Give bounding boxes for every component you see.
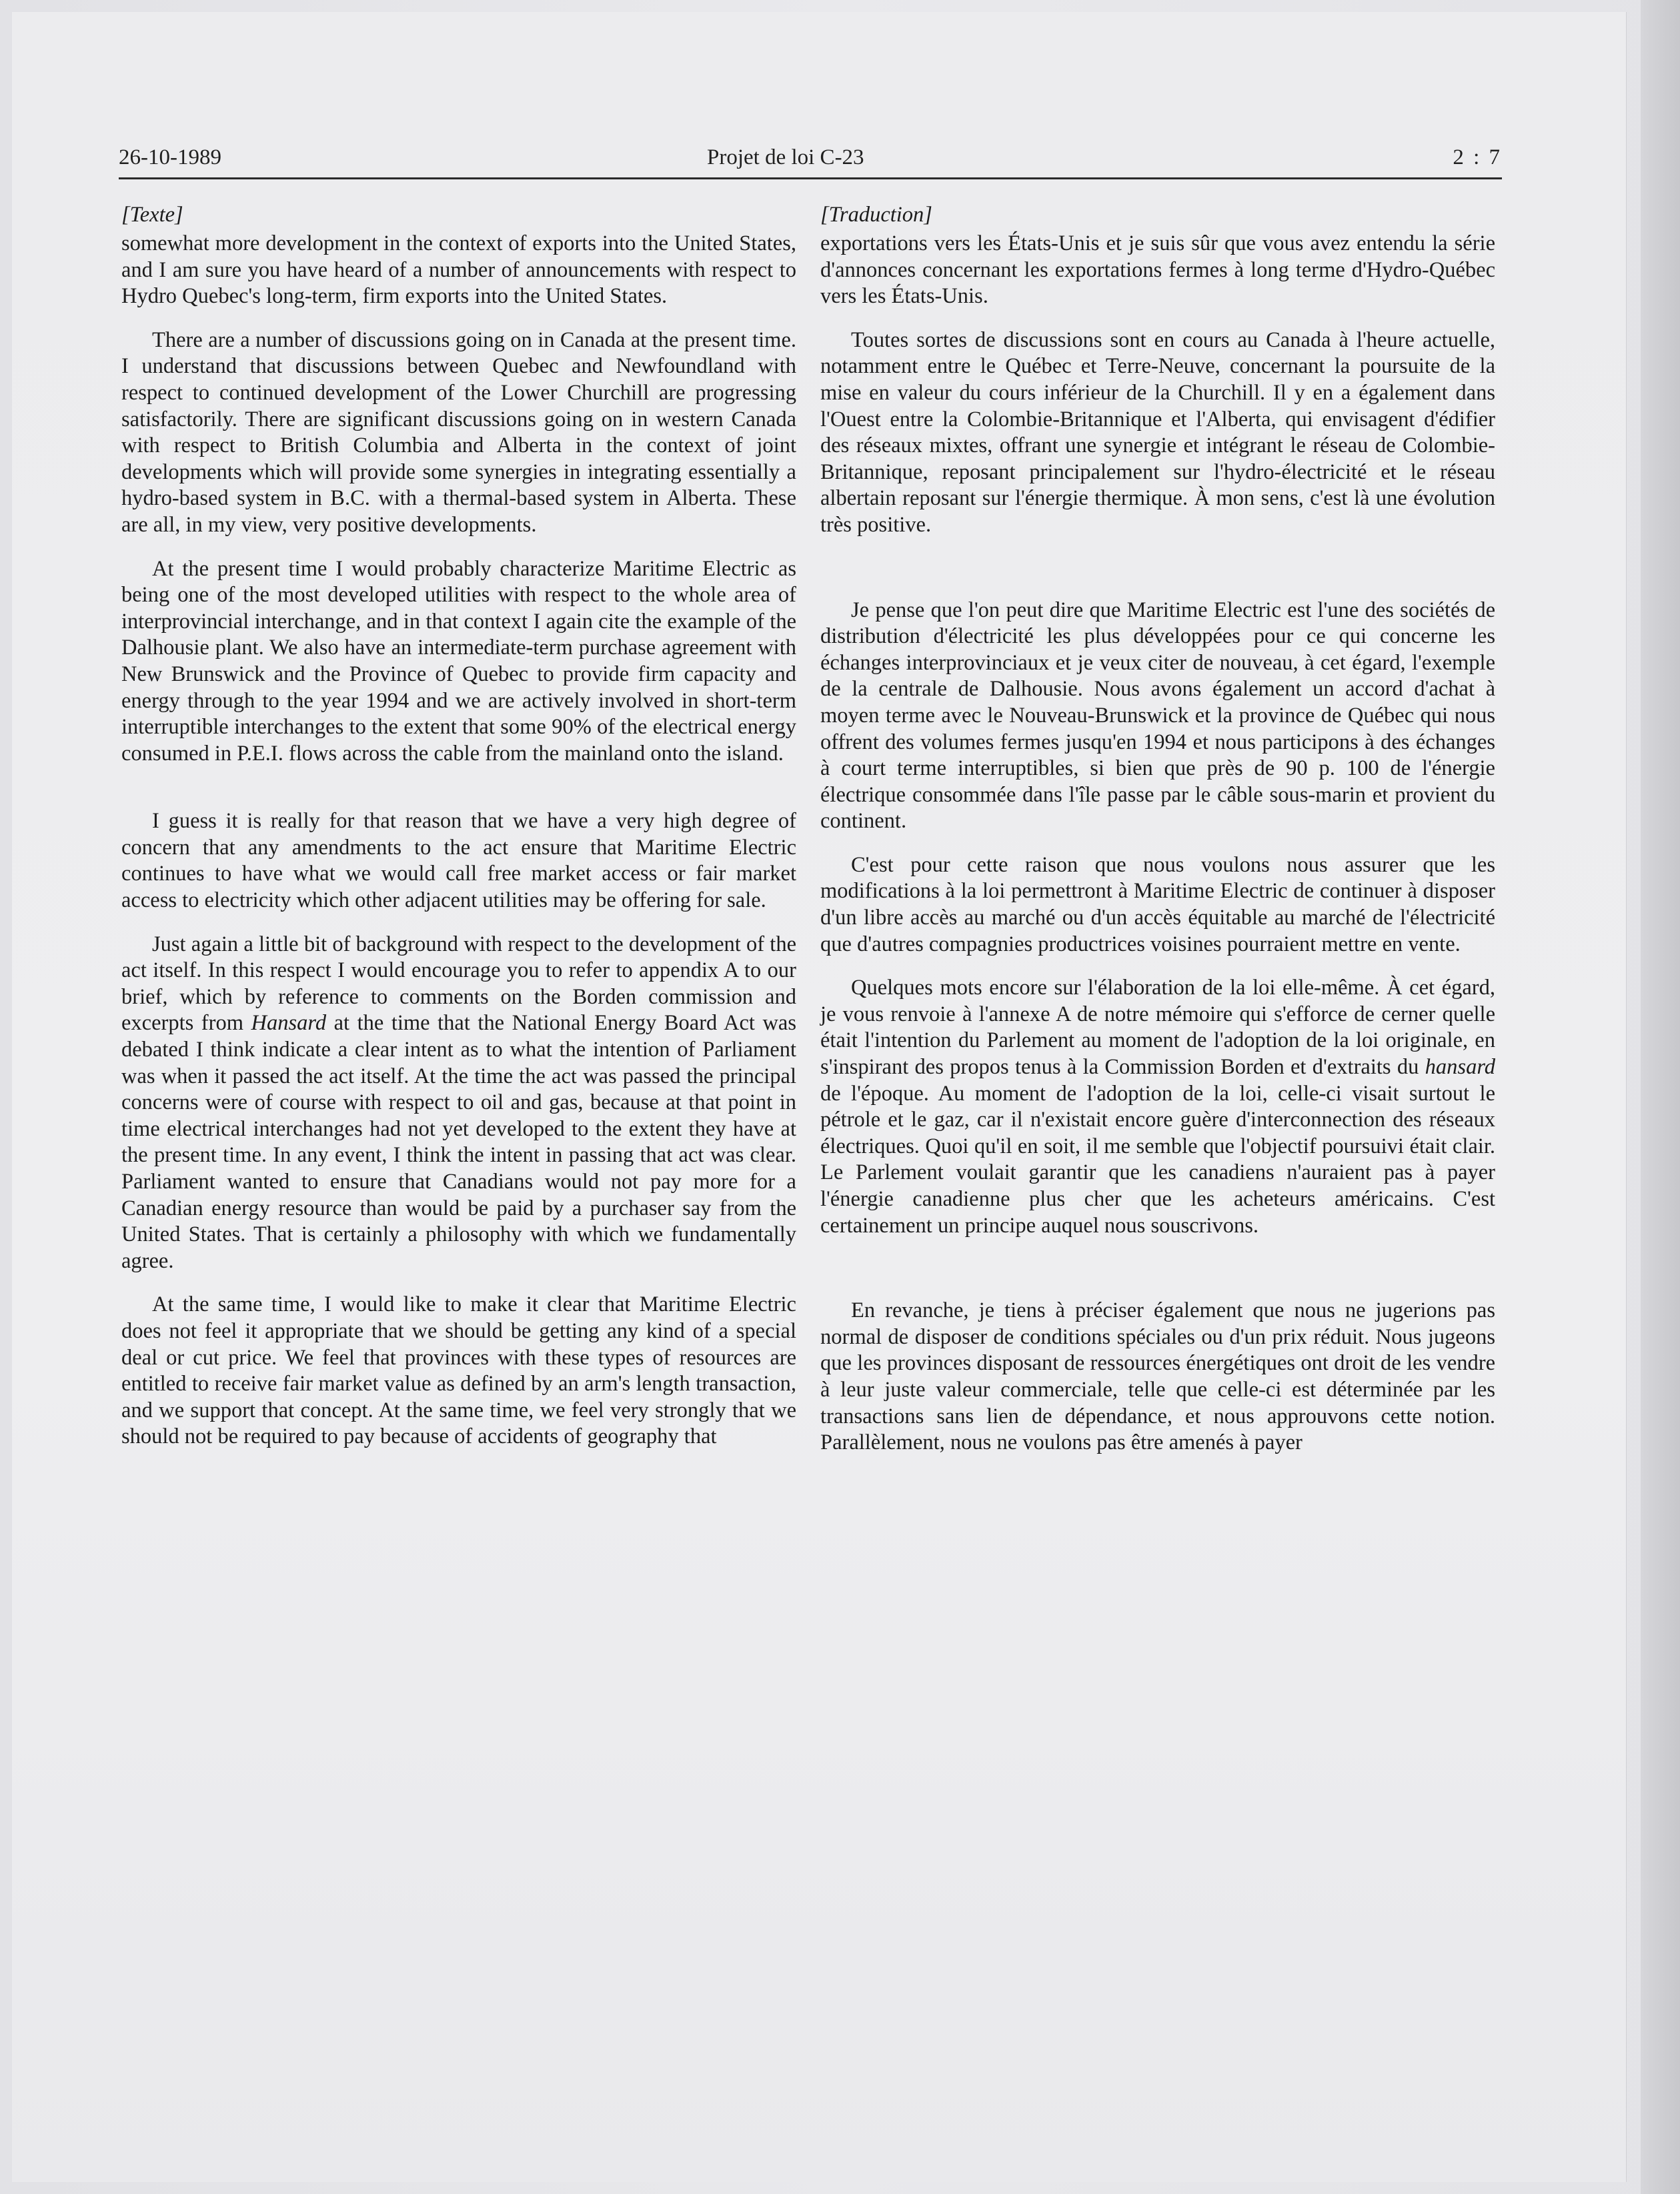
left-hansard-italic: Hansard [251, 1011, 327, 1036]
right-paragraph-2: Toutes sortes de discussions sont en cours au Canada à l'heure actuelle, notamment entre le Québec et Terre-Neuve, concernant la poursuite de la mise en valeur du cours inférieur de la Churchill. Il y en a également dans l'Ouest entre la Colombie-Britannique et l'Alberta, qui envisagent d'édifier des réseaux mixtes, offrant une synergie et intégrant le réseau de Colombie-Britannique, reposant principalement sur l'hydro-électricité et le réseau albertain reposant sur l'énergie thermique. À mon sens, c'est là une évolution très positive. [820, 327, 1495, 537]
left-paragraph-1: somewhat more development in the context of exports into the United States, and I am sure you have heard of a number of announcements with respect to Hydro Quebec's long-term, firm exports into the United States. [121, 231, 796, 309]
header-rule [119, 177, 1502, 179]
right-paragraph-5-end: de l'époque. Au moment de l'adoption de la loi, celle-ci visait surtout le pétrole et le gaz, car il n'existait encore guère d'interconnection des réseaux électriques. Quoi qu'il en soit, il me semble que l'objectif poursuivi était clair. Le Parlement voulait garantir que les canadiens n'auraient pas à payer l'énergie canadienne plus cher que les acheteurs américains. C'est certainement un principe auquel nous souscrivons. [820, 1081, 1495, 1238]
right-paragraph-6: En revanche, je tiens à préciser également que nous ne jugerions pas normal de disposer de conditions spéciales ou d'un prix réduit. Nous jugeons que les provinces disposant de ressources énergétiques ont droit de les vendre à leur juste valeur commerciale, telle que celle-ci est déterminée par les transactions sans lien de dépendance, et nous approuvons cette notion. Parallèlement, nous ne voulons pas être amenés à payer [820, 1298, 1495, 1455]
right-paragraph-5-start: Quelques mots encore sur l'élaboration de la loi elle-même. À cet égard, je vous renvoie à l'annexe A de notre mémoire qui s'efforce de cerner quelle était l'intention du Parlement au moment de l'adoption de la loi originale, en s'inspirant des propos tenus à la Commission Borden et d'extraits du [820, 976, 1495, 1080]
left-column-english [121, 201, 796, 1450]
right-column-french [820, 201, 1495, 1456]
header-title: Projet de loi C-23 [707, 145, 864, 169]
page-edge-shadow [1641, 0, 1680, 2194]
left-paragraph-6: At the same time, I would like to make it clear that Maritime Electric does not feel it appropriate that we should be getting any kind of a special deal or cut price. We feel that provinces with these types of resources are entitled to receive fair market value as defined by an arm's length transaction, and we support that concept. At the same time, we feel very strongly that we should not be required to pay because of accidents of geography that [121, 1292, 796, 1449]
right-paragraph-5 [820, 975, 1495, 1239]
left-paragraph-5-start: Just again a little bit of background with respect to the development of the act itself. In this respect I would encourage you to refer to appendix A to our brief, which by reference to comments on the Borden commission and excerpts from [121, 932, 796, 1036]
left-paragraph-3: At the present time I would probably characterize Maritime Electric as being one of the most developed utilities with respect to the whole area of interprovincial interchange, and in that context I again cite the example of the Dalhousie plant. We also have an intermediate-term purchase agreement with New Brunswick and the Province of Quebec to provide firm capacity and energy through to the year 1994 and we are actively involved in short-term interruptible interchanges to the extent that some 90% of the electrical energy consumed in P.E.I. flows across the cable from the mainland onto the island. [121, 556, 796, 766]
left-column-heading: [Texte] [121, 203, 183, 227]
left-paragraph-5-end: at the time that the National Energy Board Act was debated I think indicate a clear intent as to what the intention of Parliament was when it passed the act itself. At the time the act was passed the principal concerns were of course with respect to oil and gas, because at that point in time electrical interchanges had not yet developed to the extent they have at the present time. In any event, I think the intent in passing that act was clear. Parliament wanted to ensure that Canadians would not pay more for a Canadian energy resource than would be paid by a purchaser say from the United States. That is certainly a philosophy with which we fundamentally agree. [121, 1011, 797, 1273]
right-column-heading: [Traduction] [820, 203, 932, 227]
left-paragraph-2: There are a number of discussions going on in Canada at the present time. I understand that discussions between Quebec and Newfoundland with respect to continued development of the Lower Churchill are progressing satisfactorily. There are significant discussions going on in western Canada with respect to British Columbia and Alberta in the context of joint developments which will provide some synergies in integrating essentially a hydro-based system in B.C. with a thermal-based system in Alberta. These are all, in my view, very positive developments. [121, 327, 796, 537]
header-page-number: 2 : 7 [1453, 145, 1502, 169]
left-paragraph-5 [121, 932, 796, 1275]
left-paragraph-4: I guess it is really for that reason that we have a very high degree of concern that any amendments to the act ensure that Maritime Electric continues to have what we would call free market access or fair market access to electricity which other adjacent utilities may be offering for sale. [121, 809, 796, 913]
right-paragraph-4: C'est pour cette raison que nous voulons nous assurer que les modifications à la loi permettront à Maritime Electric de continuer à disposer d'un libre accès au marché ou d'un accès équitable au marché de l'électricité que d'autres compagnies productrices voisines pourraient mettre en vente. [820, 852, 1495, 956]
page-header [119, 145, 1502, 179]
header-date: 26-10-1989 [119, 145, 221, 169]
right-paragraph-1: exportations vers les États-Unis et je suis sûr que vous avez entendu la série d'annonces concernant les exportations fermes à long terme d'Hydro-Québec vers les États-Unis. [820, 231, 1495, 309]
right-paragraph-3: Je pense que l'on peut dire que Maritime Electric est l'une des sociétés de distribution d'électricité les plus développées pour ce qui concerne les échanges interprovinciaux et je veux citer de nouveau, à cet égard, l'exemple de la centrale de Dalhousie. Nous avons également un accord d'achat à moyen terme avec le Nouveau-Brunswick et la province de Québec qui nous offrent des volumes fermes jusqu'en 1994 et nous participons à des échanges à court terme interruptibles, si bien que près de 90 p. 100 de l'énergie électrique consommée dans l'île passe par le câble sous-marin et provient du continent. [820, 598, 1495, 834]
right-hansard-italic: hansard [1425, 1055, 1496, 1080]
